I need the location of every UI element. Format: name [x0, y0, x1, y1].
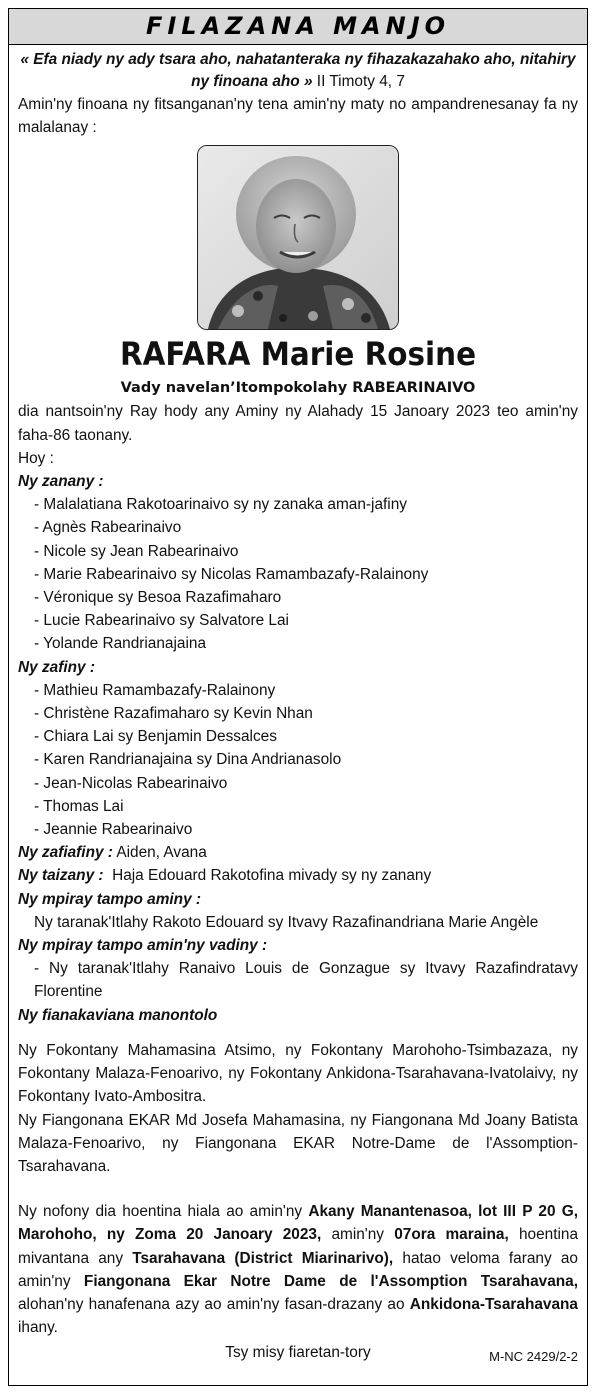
funeral-burial-place: Ankidona-Tsarahavana	[409, 1295, 578, 1313]
funeral-place-date: Akany Manantenasoa, lot III P 20 G, Marohoho, ny Zoma 20 Janoary 2023,	[18, 1203, 578, 1244]
funeral-details	[18, 1200, 578, 1339]
mpiray-vadiny-heading: Ny mpiray tampo amin'ny vadiny :	[18, 937, 268, 955]
list-item: - Marie Rabearinaivo sy Nicolas Ramambazafy-Ralainony	[34, 565, 429, 583]
verse-reference: II Timoty 4, 7	[316, 73, 405, 90]
funeral-text: ihany.	[18, 1319, 58, 1337]
closing-line: Tsy misy fiaretan-tory	[225, 1344, 371, 1362]
deceased-name: RAFARA Marie Rosine	[119, 335, 477, 374]
zafiafiny-line	[18, 841, 578, 864]
list-item: - Jeannie Rabearinaivo	[34, 821, 193, 839]
hoy-label: Hoy :	[18, 449, 54, 467]
notice-content	[9, 45, 587, 1367]
funeral-text: hoentina mivantana any	[18, 1226, 579, 1267]
zafiafiny-heading: Ny zafiafiny :	[18, 844, 113, 862]
list-item: - Jean-Nicolas Rabearinaivo	[34, 774, 228, 792]
spacer	[18, 1027, 578, 1039]
portrait-photo	[197, 145, 399, 330]
list-item: - Véronique sy Besoa Razafimaharo	[34, 589, 282, 607]
mpiray-vadiny-text: - Ny taranak'Itlahy Ranaivo Louis de Gonzague sy Itvavy Razafindratavy Florentine	[34, 960, 578, 1001]
mpiray-aminy-text: Ny taranak'Itlahy Rakoto Edouard sy Itvavy Razafinandriana Marie Angèle	[34, 913, 539, 931]
list-item: - Mathieu Ramambazafy-Ralainony	[34, 681, 276, 699]
fiangonana-paragraph: Ny Fiangonana EKAR Md Josefa Mahamasina, ny Fiangonana Md Joany Batista Malaza-Fenoarivo, ny Fiangonana EKAR Notre-Dame de l'Assomption-Tsarahavana.	[18, 1111, 578, 1175]
list-item: - Yolande Randrianajaina	[34, 635, 207, 653]
intro-text: Amin'ny finoana ny fitsanganan'ny tena amin'ny maty no ampandrenesanay fa ny malalanay :	[18, 96, 578, 137]
funeral-church: Fiangonana Ekar Notre Dame de l'Assomption Tsarahavana,	[83, 1272, 578, 1290]
funeral-text: Ny nofony dia hoentina hiala ao amin'ny	[18, 1203, 309, 1221]
funeral-text: amin'ny	[321, 1226, 395, 1244]
mpiray-aminy-heading: Ny mpiray tampo aminy :	[18, 890, 202, 908]
zafiny-heading: Ny zafiny :	[18, 658, 95, 676]
obituary-notice	[8, 8, 588, 1386]
fianakaviana-heading: Ny fianakaviana manontolo	[18, 1006, 218, 1024]
portrait-container	[18, 145, 578, 330]
list-item: - Agnès Rabearinaivo	[34, 519, 182, 537]
funeral-text: alohan'ny hanafenana azy ao amin'ny fasan-drazany ao	[18, 1295, 410, 1313]
list-item: - Lucie Rabearinaivo sy Salvatore Lai	[34, 612, 289, 630]
verse-text: « Efa niady ny ady tsara aho, nahatanteraka ny fihazakazahako aho, nitahiry ny finoana aho »	[20, 51, 576, 90]
death-announcement: dia nantsoin'ny Ray hody any Aminy ny Alahady 15 Janoary 2023 teo amin'ny faha-86 taonany.	[18, 403, 578, 444]
funeral-time: 07ora maraina,	[394, 1226, 509, 1244]
funeral-text: hatao veloma farany ao amin'ny	[18, 1249, 578, 1290]
list-item: - Karen Randrianajaina sy Dina Andrianasolo	[34, 751, 342, 769]
funeral-destination: Tsarahavana (District Miarinarivo),	[132, 1249, 394, 1267]
list-item: - Nicole sy Jean Rabearinaivo	[34, 542, 239, 560]
spouse-line: Vady navelan’Itompokolahy RABEARINAIVO	[120, 380, 476, 397]
zafiafiny-names: Aiden, Avana	[112, 844, 207, 862]
list-item: - Malalatiana Rakotoarinaivo sy ny zanaka aman-jafiny	[34, 496, 407, 514]
list-item: - Thomas Lai	[34, 797, 124, 815]
taizany-names: Haja Edouard Rakotofina mivady sy ny zanany	[103, 867, 432, 885]
list-item: - Chiara Lai sy Benjamin Dessalces	[34, 728, 277, 746]
zafiny-list	[18, 679, 578, 841]
zanany-list	[18, 493, 578, 655]
taizany-heading: Ny taizany :	[18, 867, 104, 885]
reference-code: M-NC 2429/2-2	[489, 1349, 578, 1365]
list-item: - Christène Razafimaharo sy Kevin Nhan	[34, 705, 313, 723]
banner-title: FILAZANA MANJO	[9, 9, 587, 45]
spacer	[18, 1178, 578, 1200]
notice-footer	[18, 1341, 578, 1367]
taizany-line	[18, 864, 578, 887]
bible-verse	[18, 49, 578, 93]
zanany-heading: Ny zanany :	[18, 473, 104, 491]
fokontany-paragraph: Ny Fokontany Mahamasina Atsimo, ny Fokontany Marohoho-Tsimbazaza, ny Fokontany Malaza-Fenoarivo, ny Fokontany Ankidona-Tsarahavana-Ivatolaivy, ny Fokontany Ivato-Ambositra.	[18, 1041, 578, 1106]
